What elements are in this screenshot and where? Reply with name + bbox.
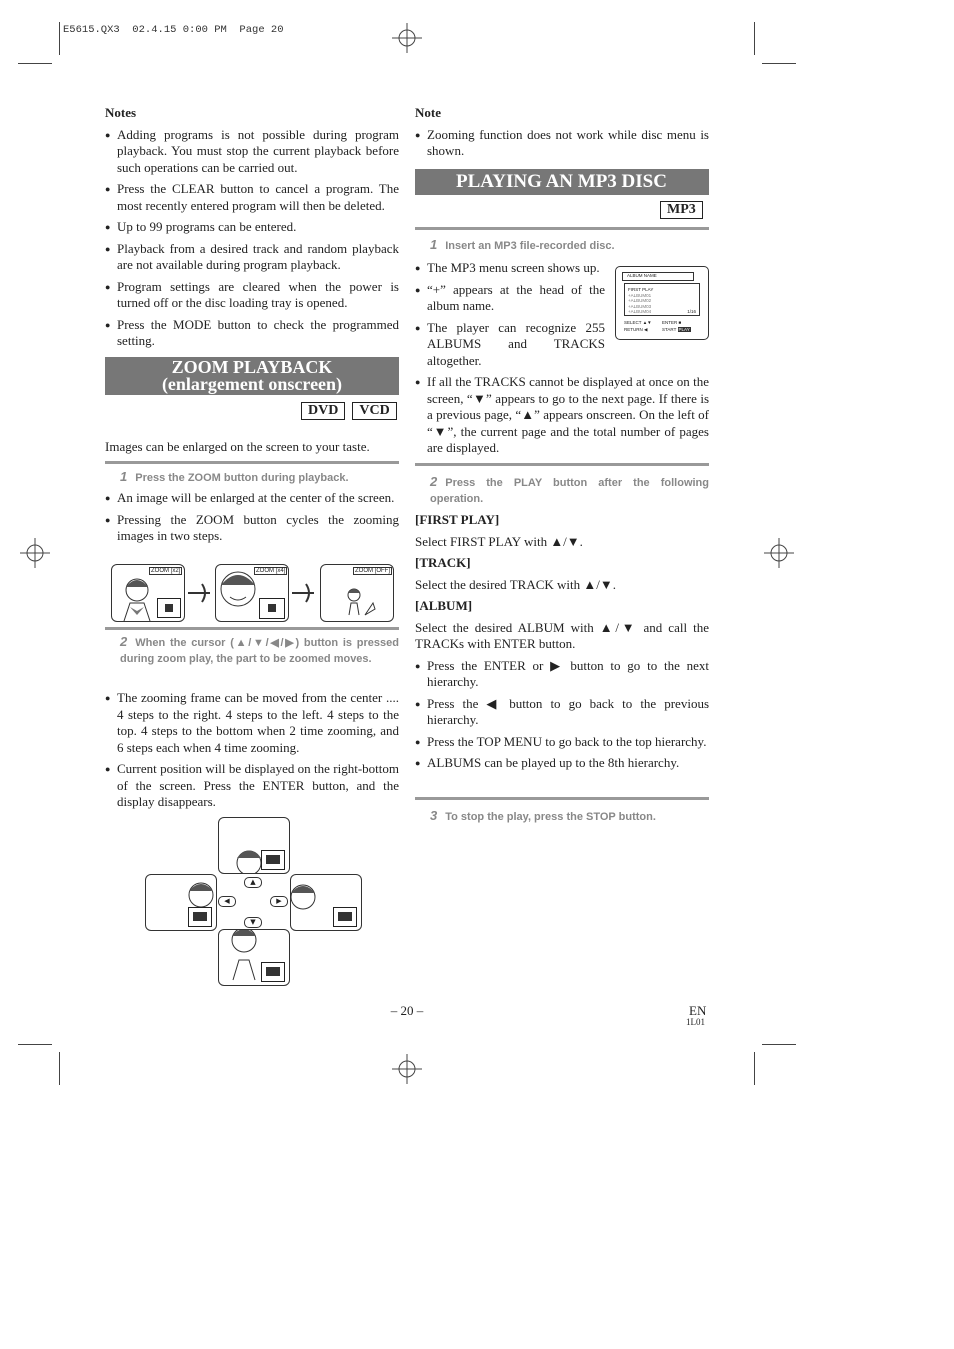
crop-mark <box>754 22 755 55</box>
album-item: +ALBUM01 <box>628 292 652 298</box>
mp3-step2-details <box>415 512 709 772</box>
zoom-step-2 <box>120 634 399 667</box>
track-heading: [TRACK] <box>415 555 471 570</box>
crop-mark <box>18 63 52 64</box>
bullet-item: ● Press the ENTER or ▶ button to go to the next hierarchy. <box>415 658 709 691</box>
registration-mark <box>392 1054 422 1084</box>
album-item: +ALBUM03 <box>628 303 652 309</box>
zoom-frame-top <box>218 817 290 874</box>
model-code: 1L01 <box>686 1017 705 1027</box>
position-box <box>259 598 285 619</box>
divider <box>415 227 709 230</box>
mp3-step-2 <box>430 474 709 507</box>
position-box <box>333 907 357 927</box>
start-hint <box>662 327 691 333</box>
notes-section <box>105 105 399 350</box>
bullet-item: ● The zooming frame can be moved from the center .... 4 steps to the right. 4 steps to the left. 4 steps to the top. 4 steps to the bottom when 2 time zooming, and 6 steps each when 4 time zooming. <box>105 690 399 756</box>
right-button-icon: ▶ <box>270 896 288 907</box>
bullet-item: ● Pressing the ZOOM button cycles the zooming images in two steps. <box>105 512 399 545</box>
position-box <box>261 962 285 982</box>
return-label: RETURN <box>624 327 643 332</box>
album-heading: [ALBUM] <box>415 598 473 613</box>
disc-tags <box>660 200 703 219</box>
position-box <box>261 850 285 870</box>
note-item: ● Program settings are cleared when the power is turned off or the disc loading tray is opened. <box>105 279 399 312</box>
bullet-item: ● ALBUMS can be played up to the 8th hierarchy. <box>415 755 709 772</box>
page-indicator: 1/16 <box>687 308 696 314</box>
notes-title: Notes <box>105 105 137 120</box>
divider <box>415 463 709 466</box>
bullet-item: ● If all the TRACKS cannot be displayed at once on the screen, “▼” appears to go to the next page. If there is a previous page, “▲” appears onscreen. On the left of “▼”, the current page and the total number of pages are displayed. <box>415 374 709 457</box>
step-text: Press the ZOOM button during playback. <box>135 472 349 484</box>
down-button-icon: ▼ <box>244 917 262 928</box>
registration-mark <box>20 538 50 568</box>
album-text: Select the desired ALBUM with ▲/▼ and call the TRACKs with ENTER button. <box>415 619 709 651</box>
crop-mark <box>59 1052 60 1085</box>
bullet-item: ● Press the ◀ button to go back to the previous hierarchy. <box>415 696 709 729</box>
album-list <box>624 283 700 316</box>
select-label: SELECT <box>624 320 642 325</box>
language-code: EN <box>689 1003 707 1018</box>
note-item: ● Adding programs is not possible during program playback. You must stop the current playback before such operations can be carried out. <box>105 127 399 177</box>
print-header: E5615.QX3 02.4.15 0:00 PM Page 20 <box>63 24 284 36</box>
right-note-section <box>415 105 709 160</box>
bullet-item: ● An image will be enlarged at the center of the screen. <box>105 490 399 507</box>
album-item: +ALBUM02 <box>628 298 652 303</box>
first-play-item: FIRST PLAY <box>628 287 654 292</box>
page-number: – 20 – <box>390 1003 424 1018</box>
arrow-right-icon <box>290 580 318 606</box>
note-title: Note <box>415 105 441 120</box>
zoom-step-1 <box>120 469 399 486</box>
mp3-title: PLAYING AN MP3 DISC <box>415 169 709 195</box>
step-number: 2 <box>430 474 438 489</box>
crop-mark <box>762 1044 796 1045</box>
mp3-menu-screen <box>615 266 709 340</box>
arrow-right-icon <box>186 580 214 606</box>
track-text: Select the desired TRACK with ▲/▼. <box>415 576 616 592</box>
zoom-x2-frame <box>111 564 185 622</box>
return-hint: RETURN ◀ <box>624 327 648 332</box>
crop-mark <box>59 22 60 55</box>
album-name-bar: ALBUM NAME <box>622 272 694 281</box>
note-item: ● Press the MODE button to check the programmed setting. <box>105 317 399 350</box>
bullet-item: ● The player can recognize 255 ALBUMS and TRACKS altogether. <box>415 320 605 370</box>
step-text: Insert an MP3 file-recorded disc. <box>445 240 615 252</box>
step-number: 1 <box>430 237 438 252</box>
album-item: +ALBUM04 <box>628 309 652 314</box>
disc-tags <box>301 401 397 420</box>
dvd-tag: DVD <box>301 402 345 420</box>
step-number: 3 <box>430 808 438 823</box>
bullet-item: ● “+” appears at the head of the album name. <box>415 282 605 315</box>
note-item: ● Playback from a desired track and random playback are not available during program playback. <box>105 241 399 274</box>
vcd-tag: VCD <box>352 402 396 420</box>
crop-mark <box>18 1044 52 1045</box>
mp3-step-1 <box>430 237 709 254</box>
zoom-intro: Images can be enlarged on the screen to your taste. <box>105 439 370 454</box>
crop-mark <box>754 1052 755 1085</box>
zoom-frame-right <box>290 874 362 931</box>
enter-label: ENTER <box>662 320 678 325</box>
divider <box>105 627 399 630</box>
zoom-playback-title <box>105 357 399 395</box>
select-hint: SELECT ▲▼ <box>624 320 652 325</box>
enter-hint: ENTER ■ <box>662 320 682 325</box>
zoom-off-frame <box>320 564 394 622</box>
zoom-label: ZOOM [x4] <box>256 568 286 574</box>
zoom-frame-left <box>145 874 217 931</box>
step-text: When the cursor (▲/▼/◀/▶) button is pressed during zoom play, the part to be zoomed moves. <box>120 637 399 665</box>
zoom-title-line1: ZOOM PLAYBACK <box>171 357 333 377</box>
step-number: 2 <box>120 634 128 649</box>
zoom-label: ZOOM [OFF] <box>355 568 390 574</box>
zoom-step2-bullets <box>105 690 399 811</box>
first-play-heading: [FIRST PLAY] <box>415 512 500 527</box>
registration-mark <box>392 23 422 53</box>
note-item: ● Zooming function does not work while disc menu is shown. <box>415 127 709 160</box>
bullet-item: ● Current position will be displayed on the right-bottom of the screen. Press the ENTER button, and the display disappears. <box>105 761 399 811</box>
position-box <box>157 598 181 618</box>
step-number: 1 <box>120 469 128 484</box>
registration-mark <box>764 538 794 568</box>
mp3-tag: MP3 <box>660 201 703 219</box>
mp3-step1-bullets <box>415 260 605 369</box>
play-label: PLAY <box>678 327 690 332</box>
left-button-icon: ◀ <box>218 896 236 907</box>
zoom-title-line2: (enlargement onscreen) <box>161 374 343 394</box>
divider <box>105 461 399 464</box>
bullet-item: ● Press the TOP MENU to go back to the top hierarchy. <box>415 734 709 751</box>
start-label: START <box>662 327 677 332</box>
step-text: Press the PLAY button after the following operation. <box>430 477 709 505</box>
up-button-icon: ▲ <box>244 877 262 888</box>
zoom-x4-frame <box>215 564 289 622</box>
bullet-item: ● The MP3 menu screen shows up. <box>415 260 605 277</box>
zoom-step1-bullets <box>105 490 399 545</box>
mp3-step-3 <box>430 808 709 825</box>
note-item: ● Press the CLEAR button to cancel a program. The most recently entered program will then be deleted. <box>105 181 399 214</box>
first-play-text: Select FIRST PLAY with ▲/▼. <box>415 533 583 549</box>
note-item: ● Up to 99 programs can be entered. <box>105 219 399 236</box>
divider <box>415 797 709 800</box>
position-box <box>188 907 212 927</box>
mp3-step1-bullets-cont <box>415 374 709 457</box>
zoom-label: ZOOM [x2] <box>151 568 181 574</box>
crop-mark <box>762 63 796 64</box>
zoom-frame-bottom <box>218 929 290 986</box>
step-text: To stop the play, press the STOP button. <box>445 811 656 823</box>
